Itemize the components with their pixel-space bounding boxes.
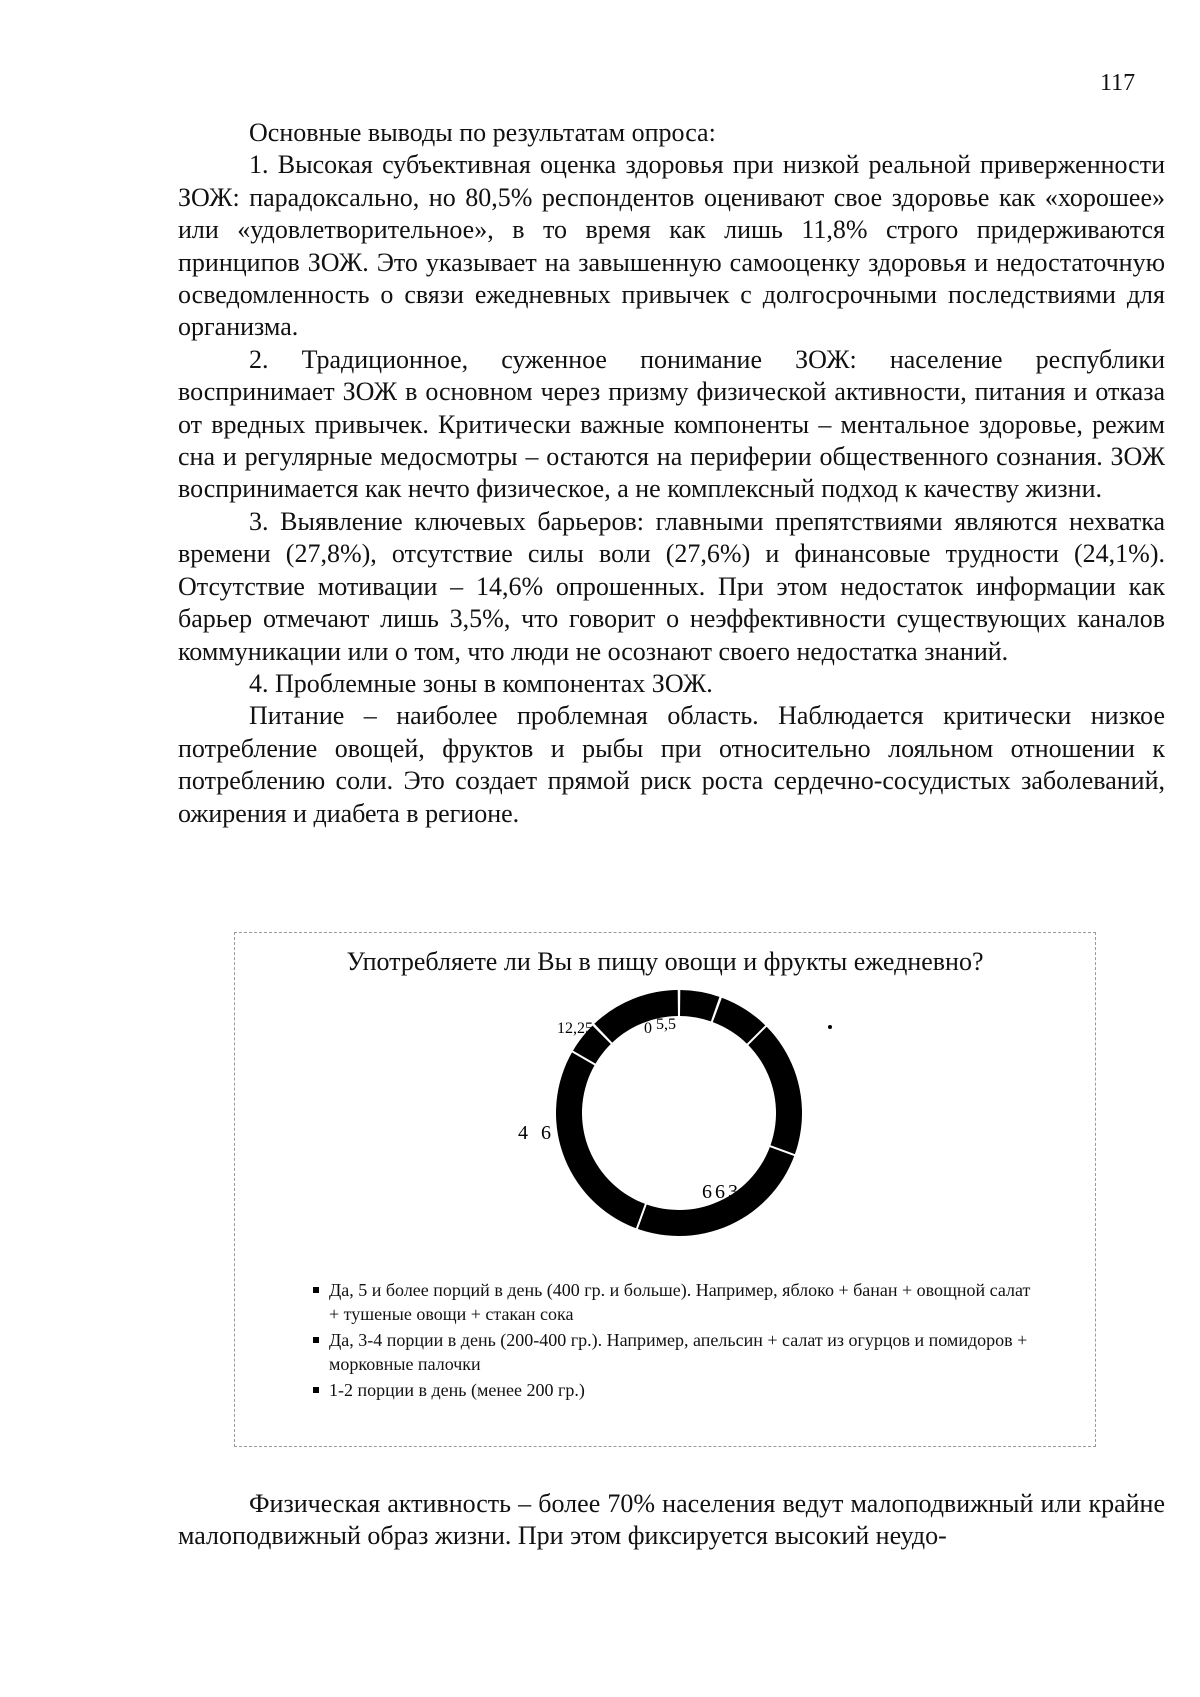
- findings-section: [178, 117, 1165, 830]
- physical-activity-paragraph-container: [178, 1488, 1165, 1553]
- chart-title: Употребляете ли Вы в пищу овощи и фрукты ежедневно?: [346, 947, 984, 976]
- data-label: 6: [702, 1181, 712, 1203]
- legend-marker: [313, 1287, 319, 1293]
- finding-paragraph-1: 1. Высокая субъективная оценка здоровья при низкой реальной приверженности ЗОЖ: парадоксально, но 80,5% респондентов оценивают свое здоровье как «хорошее» или «удовлетворительное», в то время как лишь 11,8% строго придерживаются принципов ЗОЖ. Это указывает на завышенную самооценку здоровья и недостаточную осведомленность о связи ежедневных привычек с долгосрочными последствиями для организма.: [178, 150, 1165, 342]
- finding-paragraph-3: 3. Выявление ключевых барьеров: главными препятствиями являются нехватка времени (27,8%), отсутствие силы воли (27,6%) и финансовые трудности (24,1%). Отсутствие мотивации – 14,6% опрошенных. При этом недостаток информации как барьер отмечают лишь 3,5%, что говорит о неэффективности существующих каналов коммуникации или о том, что люди не осознают своего недостатка знаний.: [178, 506, 1165, 666]
- legend-label: Да, 5 и более порций в день (400 гр. и больше). Например, яблоко + банан + овощной салат + тушеные овощи + стакан сока: [329, 1280, 1031, 1324]
- nutrition-paragraph: Питание – наиболее проблемная область. Наблюдается критически низкое потребление овощей, фруктов и рыбы при относительно лояльном отношении к потреблению соли. Это создает прямой риск роста сердечно-сосудистых заболеваний, ожирения и диабета в регионе.: [178, 701, 1165, 828]
- legend-label: Да, 3-4 порции в день (200-400 гр.). Например, апельсин + салат из огурцов и помидоров + морковные палочки: [329, 1330, 1028, 1374]
- page-number: 117: [1100, 70, 1136, 96]
- finding-paragraph-4: 4. Проблемные зоны в компонентах ЗОЖ.: [249, 668, 713, 698]
- donut-chart-frame: [234, 932, 1096, 1447]
- legend-item: [313, 1278, 1043, 1326]
- chart-legend: [313, 1278, 1043, 1404]
- legend-item: [313, 1378, 1043, 1402]
- data-label: 6: [541, 1122, 551, 1144]
- legend-item: [313, 1328, 1043, 1376]
- data-label: 4: [518, 1122, 528, 1144]
- finding-paragraph-2: 2. Традиционное, суженное понимание ЗОЖ: население республики воспринимает ЗОЖ в основном через призму физической активности, питания и отказа от вредных привычек. Критически важные компоненты – ментальное здоровье, режим сна и регулярные медосмотры – остаются на периферии общественного сознания. ЗОЖ воспринимается как нечто физическое, а не комплексный подход к качеству жизни.: [178, 344, 1165, 504]
- legend-label: 1-2 порции в день (менее 200 гр.): [329, 1380, 585, 1400]
- data-label: 6: [715, 1181, 725, 1203]
- stray-dot: [828, 1025, 832, 1029]
- physical-activity-paragraph: Физическая активность – более 70% населения ведут малоподвижный или крайне малоподвижный образ жизни. При этом фиксируется высокий неудо-: [178, 1489, 1165, 1551]
- data-label: 12,25: [557, 1020, 593, 1037]
- donut-slice: [680, 990, 719, 1021]
- findings-heading: Основные выводы по результатам опроса:: [249, 118, 716, 147]
- data-label: 0: [644, 1020, 652, 1037]
- data-label: 3: [728, 1181, 738, 1203]
- data-label: 5,5: [656, 1016, 676, 1033]
- legend-marker: [313, 1387, 319, 1393]
- legend-marker: [313, 1337, 319, 1343]
